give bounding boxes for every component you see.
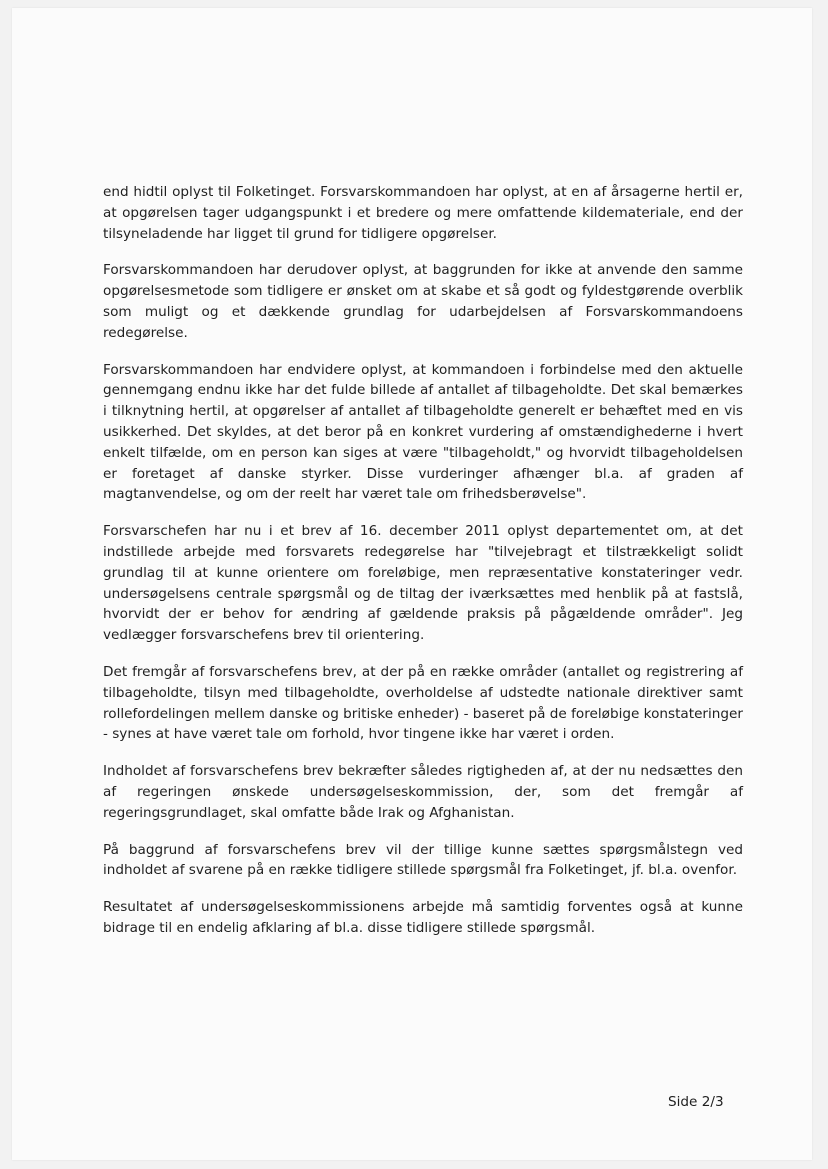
paragraph: Resultatet af undersøgelseskommissionens arbejde må samtidig forventes også at kunne bidrage til en endelig afklaring af bl.a. disse tidligere stillede spørgsmål.	[103, 899, 743, 936]
document-page	[12, 8, 812, 1160]
paragraph: Indholdet af forsvarschefens brev bekræfter således rigtigheden af, at der nu nedsættes den af regeringen ønskede undersøgelseskommission, der, som det fremgår af regeringsgrundlaget, skal omfatte både Irak og Afghanistan.	[103, 763, 743, 821]
paragraph: Forsvarschefen har nu i et brev af 16. december 2011 oplyst departementet om, at det indstillede arbejde med forsvarets redegørelse har "tilvejebragt et tilstrækkeligt solidt grundlag til at kunne orientere om foreløbige, men repræsentative konstateringer vedr. undersøgelsens centrale spørgsmål og de tiltag der iværksættes med henblik på at fastslå, hvorvidt der er behov for ændring af gældende praksis på pågældende områder". Jeg vedlægger forsvarschefens brev til orientering.	[103, 523, 743, 644]
document-body	[103, 182, 743, 955]
paragraph: Forsvarskommandoen har derudover oplyst, at baggrunden for ikke at anvende den samme opgørelsesmetode som tidligere er ønsket om at skabe et så godt og fyldestgørende overblik som muligt og et dækkende grundlag for udarbejdelsen af Forsvarskommandoens redegørelse.	[103, 262, 743, 341]
paragraph: end hidtil oplyst til Folketinget. Forsvarskommandoen har oplyst, at en af årsagerne hertil er, at opgørelsen tager udgangspunkt i et bredere og mere omfattende kildemateriale, end der tilsyneladende har ligget til grund for tidligere opgørelser.	[103, 184, 743, 242]
page-number: Side 2/3	[668, 1094, 724, 1110]
paragraph: Forsvarskommandoen har endvidere oplyst, at kommandoen i forbindelse med den aktuelle gennemgang endnu ikke har det fulde billede af antallet af tilbageholdte. Det skal bemærkes i tilknytning hertil, at opgørelser af antallet af tilbageholdte generelt er behæftet med en vis usikkerhed. Det skyldes, at det beror på en konkret vurdering af omstændighederne i hvert enkelt tilfælde, om en person kan siges at være "tilbageholdt," og hvorvidt tilbageholdelsen er foretaget af danske styrker. Disse vurderinger afhænger bl.a. af graden af magtanvendelse, og om der reelt har været tale om frihedsberøvelse".	[103, 361, 743, 503]
paragraph: Det fremgår af forsvarschefens brev, at der på en række områder (antallet og registrering af tilbageholdte, tilsyn med tilbageholdte, overholdelse af udstedte nationale direktiver samt rollefordelingen mellem danske og britiske enheder) - baseret på de foreløbige konstateringer - synes at have været tale om forhold, hvor tingene ikke har været i orden.	[103, 663, 743, 743]
paragraph: På baggrund af forsvarschefens brev vil der tillige kunne sættes spørgsmålstegn ved indholdet af svarene på en række tidligere stillede spørgsmål fra Folketinget, jf. bl.a. ovenfor.	[103, 841, 743, 879]
